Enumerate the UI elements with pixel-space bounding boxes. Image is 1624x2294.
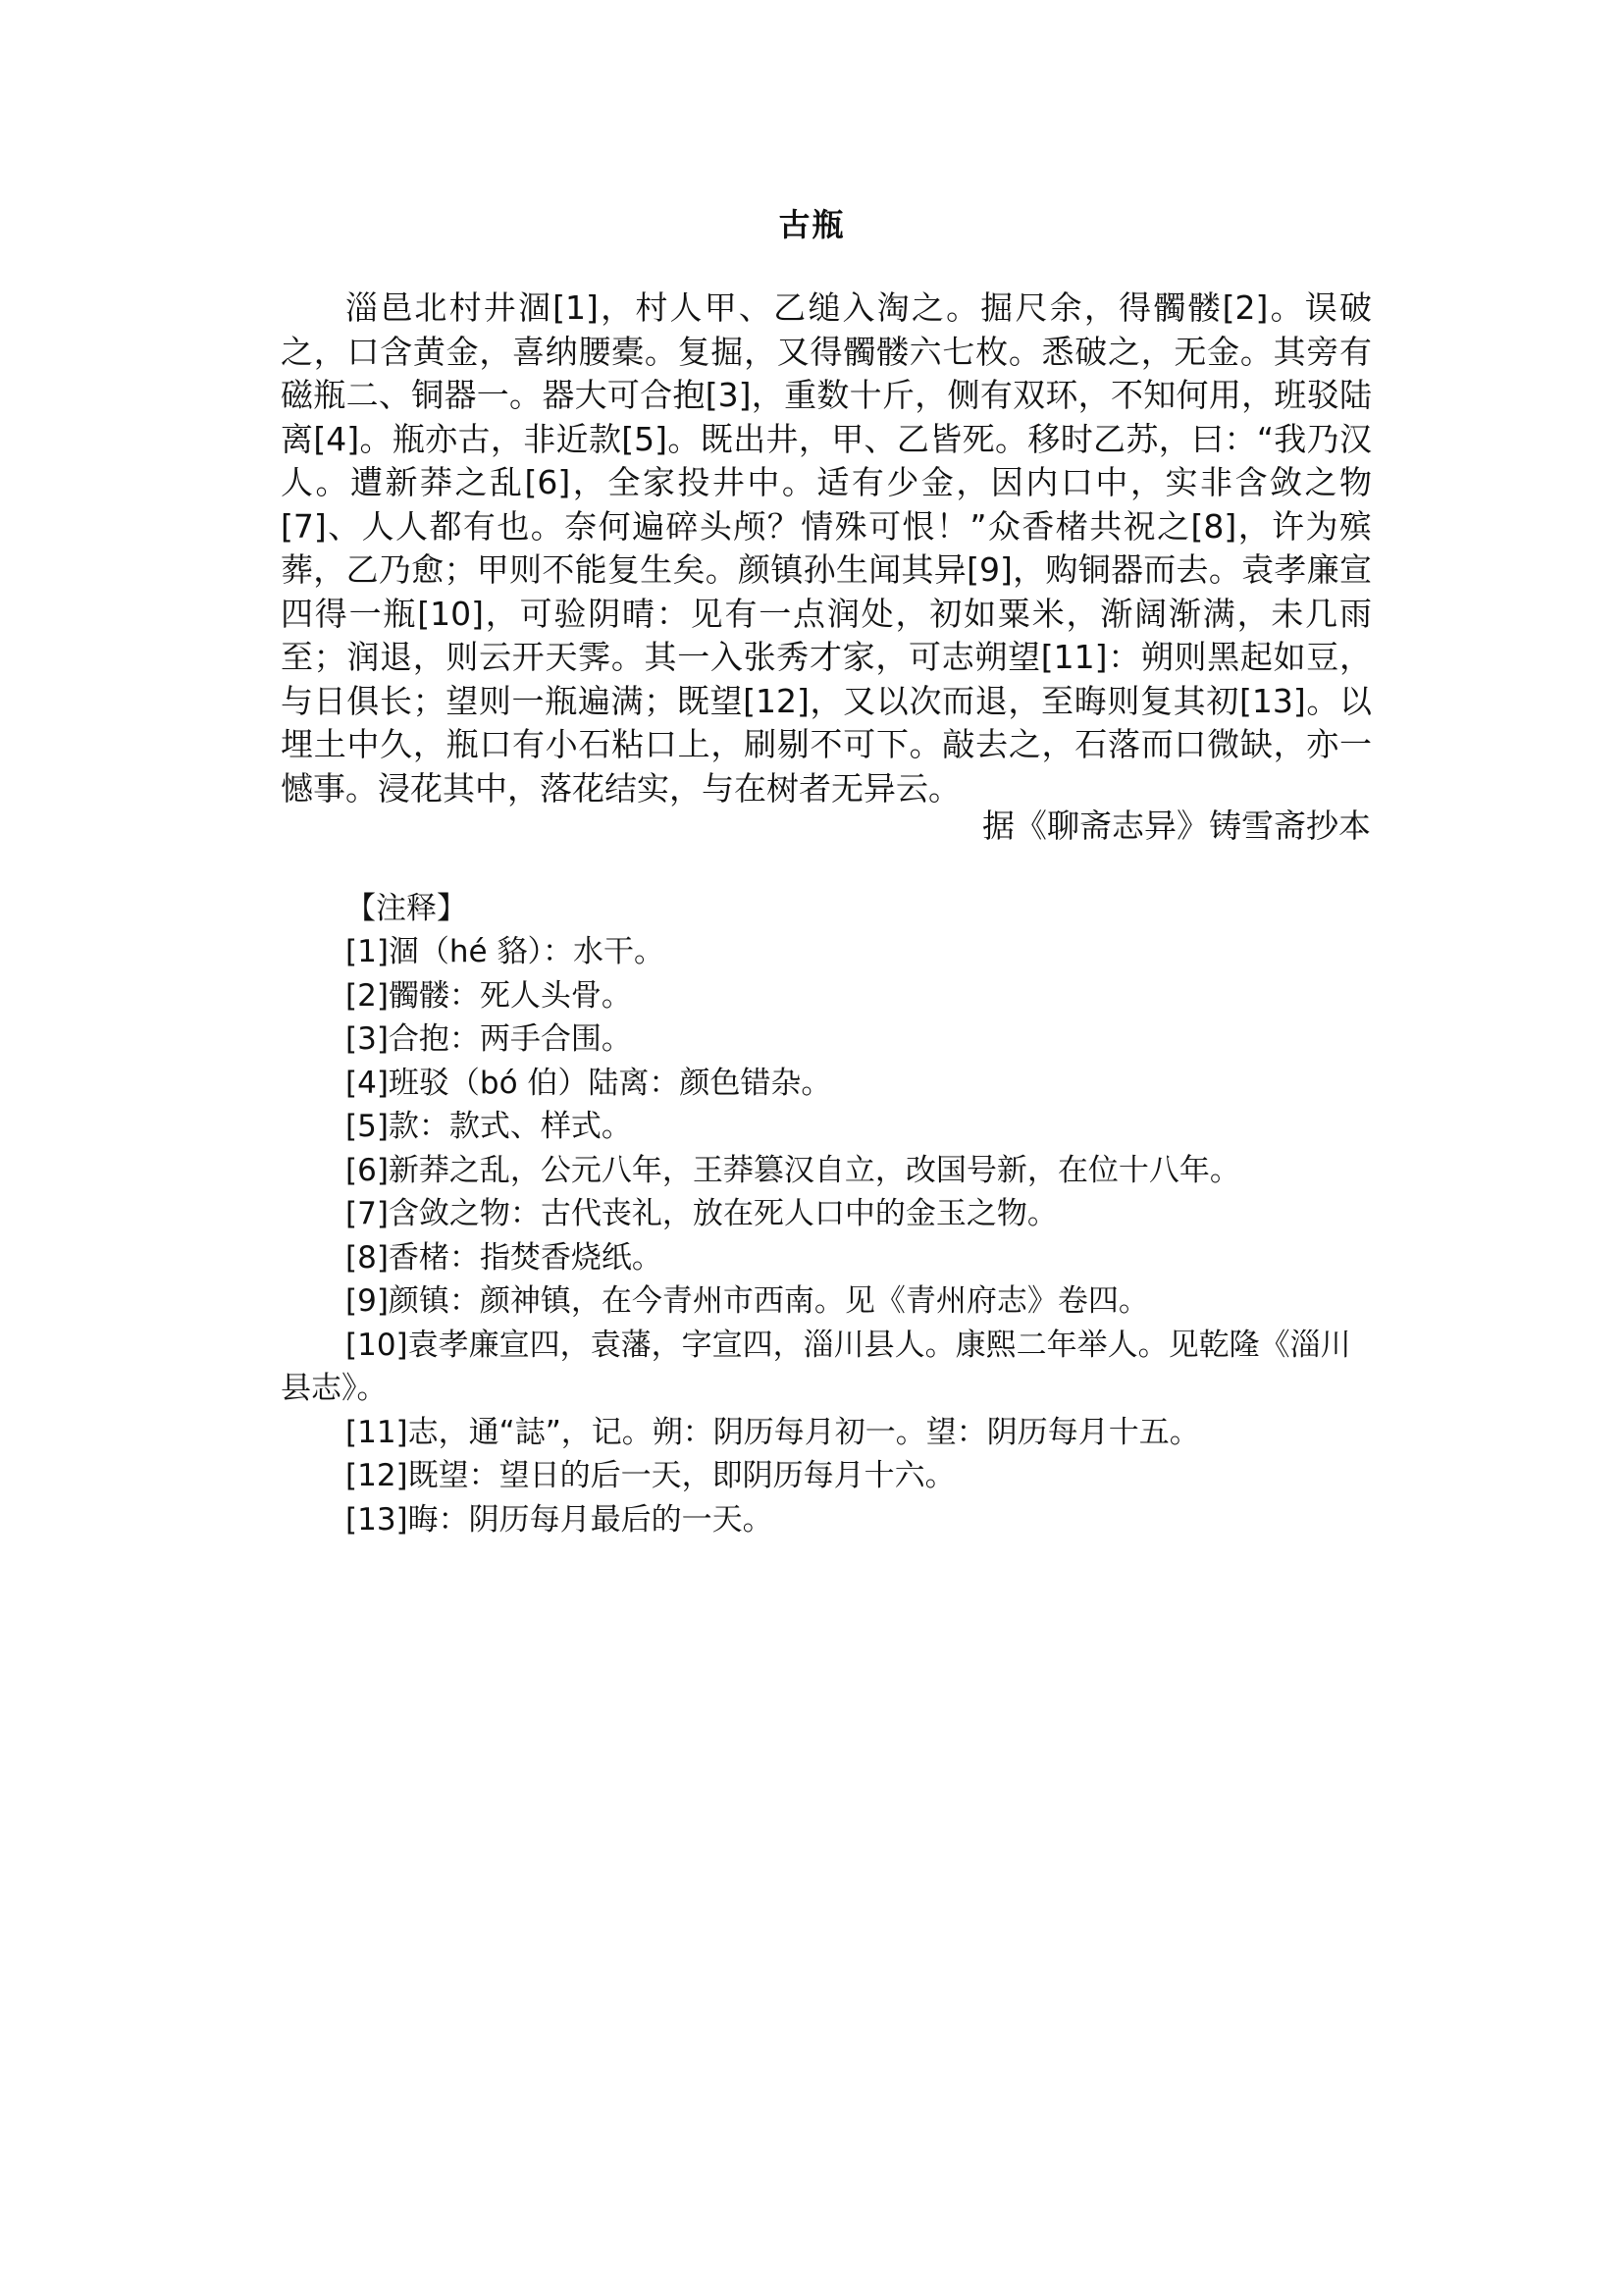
note-item: [7]含敛之物：古代丧礼，放在死人口中的金玉之物。	[345, 1196, 1058, 1231]
note-item: [9]颜镇：颜神镇，在今青州市西南。见《青州府志》卷四。	[345, 1283, 1149, 1319]
note-item: [12]既望：望日的后一天，即阴历每月十六。	[345, 1458, 956, 1493]
notes-heading: 【注释】	[345, 891, 467, 926]
note-item: [3]合抱：两手合围。	[345, 1021, 632, 1057]
document-title: 古瓶	[778, 206, 846, 243]
note-item: [11]志，通“誌”，记。朔：阴历每月初一。望：阴历每月十五。	[345, 1414, 1200, 1450]
note-item: [4]班驳（bó 伯）陆离：颜色错杂。	[345, 1065, 832, 1101]
story-text: 淄邑北村井涸[1]，村人甲、乙缒入淘之。掘尺余，得髑髅[2]。误破之，口含黄金，喜纳腰橐。复掘，又得髑髅六七枚。悉破之，无金。其旁有磁瓶二、铜器一。器大可合抱[3]，重数十斤，侧有双环，不知何用，班驳陆离[4]。瓶亦古，非近款[5]。既出井，甲、乙皆死。移时乙苏，曰：“我乃汉人。遭新莽之乱[6]，全家投井中。适有少金，因内口中，实非含敛之物[7]、人人都有也。奈何遍碎头颅？情殊可恨！”众香楮共祝之[8]，许为殡葬，乙乃愈；甲则不能复生矣。颜镇孙生闻其异[9]，购铜器而去。袁孝廉宣四得一瓶[10]，可验阴晴：见有一点润处，初如粟米，渐阔渐满，未几雨至；润退，则云开天霁。其一入张秀才家，可志朔望[11]：朔则黑起如豆，与日俱长；望则一瓶遍满；既望[12]，又以次而退，至晦则复其初[13]。以埋土中久，瓶口有小石粘口上，刷剔不可下。敲去之，石落而口微缺，亦一憾事。浸花其中，落花结实，与在树者无异云。	[281, 288, 1372, 808]
notes-section	[281, 887, 1372, 1541]
note-item: [1]涸（hé 貉）：水干。	[345, 934, 664, 969]
note-item: [10]袁孝廉宣四，袁藩，字宣四，淄川县人。康熙二年举人。见乾隆《淄川县志》。	[281, 1327, 1351, 1406]
note-item: [13]晦：阴历每月最后的一天。	[345, 1501, 773, 1538]
source-citation: 据《聊斋志异》铸雪斋抄本	[982, 807, 1371, 845]
note-item: [2]髑髅：死人头骨。	[345, 977, 632, 1014]
note-item: [5]款：款式、样式。	[345, 1109, 632, 1144]
note-item: [8]香楮：指焚香烧纸。	[345, 1239, 662, 1276]
note-item: [6]新莽之乱，公元八年，王莽篡汉自立，改国号新，在位十八年。	[345, 1152, 1240, 1188]
